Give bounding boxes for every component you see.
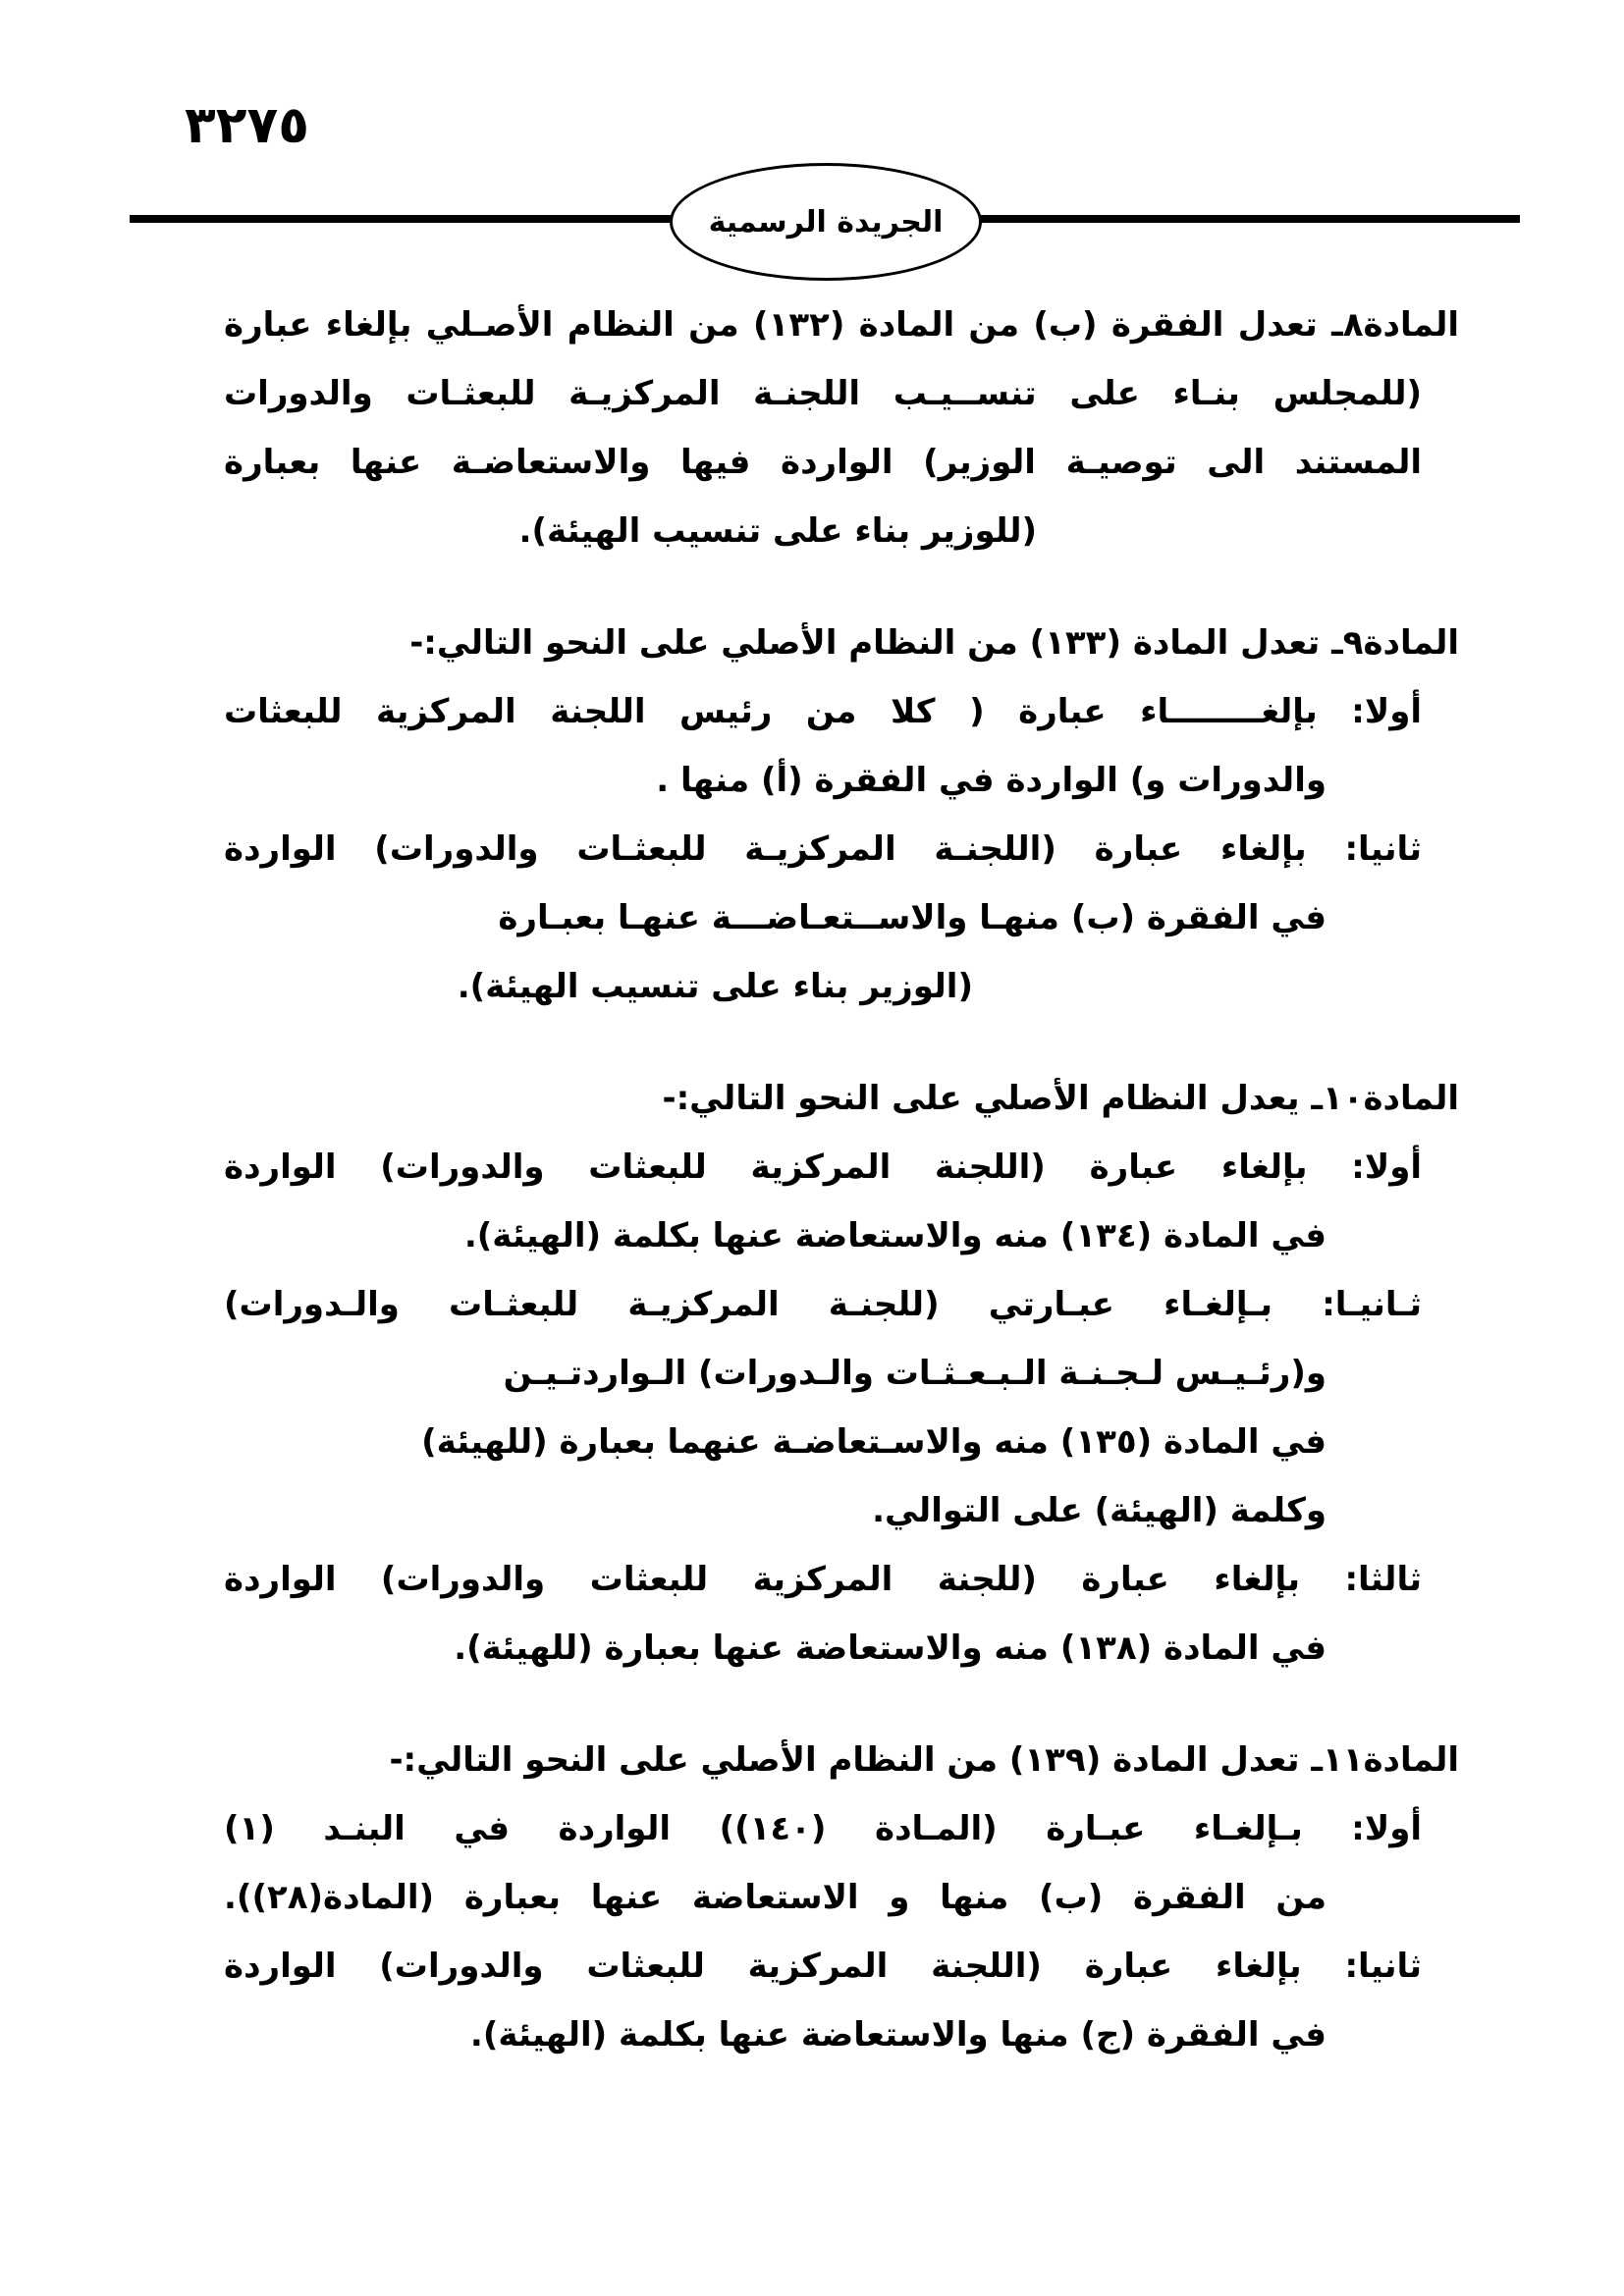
text-line: المادة٩ـ تعدل المادة (١٣٣) من النظام الأصلي على النحو التالي:-	[409, 623, 1459, 663]
text-line: (للمجلس بنـاء على تنســيـب اللجنـة المركزيـة للبعثـات والدورات	[224, 374, 1422, 413]
text-line: المادة١٠ـ يعدل النظام الأصلي على النحو التالي:-	[662, 1079, 1459, 1118]
text-line: ثانيا: بإلغاء عبارة (اللجنـة المركزيـة للبعثـات والدورات) الواردة	[224, 829, 1422, 869]
text-line: أولا: بـإلغـاء عبـارة (المـادة (١٤٠)) الواردة في البنـد (١)	[224, 1809, 1422, 1848]
page-number: ٣٢٧٥	[185, 96, 309, 155]
text-line: المستند الى توصيـة الوزير) الواردة فيها والاستعاضـة عنها بعبارة	[224, 443, 1422, 482]
text-line: أولا: بإلغاء عبارة (اللجنة المركزية للبعثات والدورات) الواردة	[224, 1148, 1422, 1187]
article-section-article-11	[224, 1726, 1459, 2069]
article-section-article-9	[224, 609, 1459, 1021]
text-line: في الفقرة (ج) منها والاستعاضة عنها بكلمة (الهيئة).	[469, 2015, 1326, 2055]
article-section-article-10	[224, 1064, 1459, 1682]
text-line: ثانيا: بإلغاء عبارة (اللجنة المركزية للبعثات والدورات) الواردة	[224, 1947, 1422, 1986]
text-line: المادة١١ـ تعدل المادة (١٣٩) من النظام الأصلي على النحو التالي:-	[389, 1740, 1459, 1780]
text-line: في المادة (١٣٥) منه والاسـتعاضـة عنهما بعبارة (للهيئة)	[421, 1422, 1326, 1462]
text-line: والدورات و) الواردة في الفقرة (أ) منها .	[656, 761, 1326, 800]
text-line: ثـانيـا: بـإلغـاء عبـارتي (للجنـة المركزيـة للبعثـات والـدورات)	[224, 1285, 1422, 1324]
text-line: في المادة (١٣٤) منه والاستعاضة عنها بكلمة (الهيئة).	[463, 1216, 1326, 1255]
text-line: من الفقرة (ب) منها و الاستعاضة عنها بعبارة (المادة(٢٨)).	[224, 1878, 1326, 1917]
text-line: في المادة (١٣٨) منه والاستعاضة عنها بعبارة (للهيئة).	[454, 1629, 1326, 1668]
text-line: وكلمة (الهيئة) على التوالي.	[872, 1491, 1326, 1530]
gazette-title: الجريدة الرسمية	[708, 204, 944, 240]
text-line: ثالثا: بإلغاء عبارة (للجنة المركزية للبعثات والدورات) الواردة	[224, 1560, 1422, 1599]
document-body	[224, 291, 1459, 2112]
text-line: (الوزير بناء على تنسيب الهيئة).	[457, 967, 973, 1006]
text-line: و(رئـيـس لـجـنـة الـبـعـثـات والـدورات) الـواردتـيـن	[503, 1354, 1326, 1393]
article-section-article-8	[224, 291, 1459, 565]
gazette-seal	[670, 163, 982, 281]
text-line: المادة٨ـ تعدل الفقرة (ب) من المادة (١٣٢) من النظام الأصـلي بإلغاء عبارة	[224, 305, 1459, 345]
text-line: (للوزير بناء على تنسيب الهيئة).	[518, 511, 1037, 551]
text-line: أولا: بإلغــــــــاء عبارة ( كلا من رئيس اللجنة المركزية للبعثات	[224, 692, 1422, 731]
text-line: في الفقرة (ب) منهـا والاســتعـاضـــة عنهـا بعبـارة	[498, 898, 1326, 937]
